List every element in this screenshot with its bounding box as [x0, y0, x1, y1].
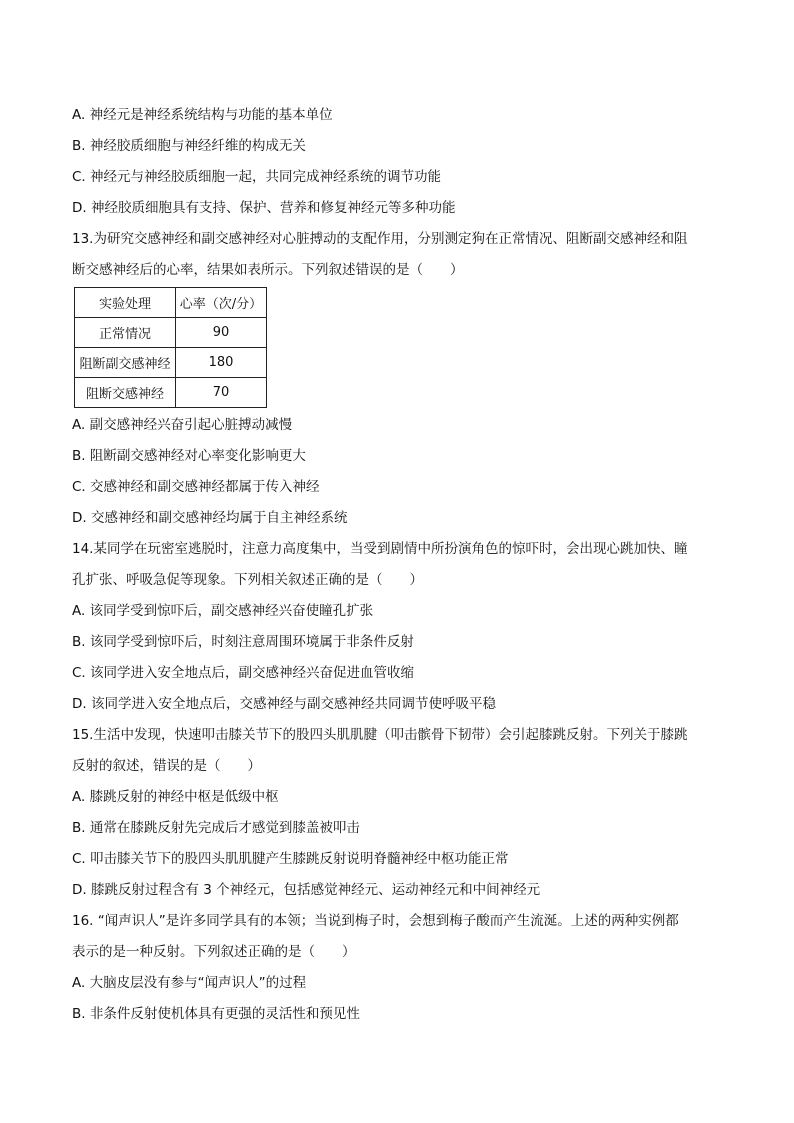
q12-option-a: A. 神经元是神经系统结构与功能的基本单位 — [72, 107, 333, 123]
q13-stem-line-1: 13.为研究交感神经和副交感神经对心脏搏动的支配作用，分别测定狗在正常情况、阻断副交感神经和阻 — [72, 231, 688, 247]
q14-option-a: A. 该同学受到惊吓后，副交感神经兴奋使瞳孔扩张 — [72, 603, 374, 619]
q12-option-b: B. 神经胶质细胞与神经纤维的构成无关 — [72, 138, 306, 154]
q13-option-c: C. 交感神经和副交感神经都属于传入神经 — [72, 479, 320, 495]
table-cell-heart-rate: 180 — [176, 348, 267, 378]
q16-stem-line-2: 表示的是一种反射。下列叙述正确的是（ ） — [72, 944, 356, 960]
q15-option-c: C. 叩击膝关节下的股四头肌肌腱产生膝跳反射说明脊髓神经中枢功能正常 — [72, 851, 509, 867]
q14-stem-line-1: 14.某同学在玩密室逃脱时，注意力高度集中，当受到剧情中所扮演角色的惊吓时，会出现心跳加快、瞳 — [72, 541, 688, 557]
q14-option-b: B. 该同学受到惊吓后，时刻注意周围环境属于非条件反射 — [72, 634, 414, 650]
q13-heart-rate-table — [74, 287, 267, 408]
table-header-heart-rate: 心率（次/分） — [176, 288, 267, 318]
q15-option-b: B. 通常在膝跳反射先完成后才感觉到膝盖被叩击 — [72, 820, 360, 836]
table-cell-treatment: 阻断副交感神经 — [75, 348, 176, 378]
q14-option-d: D. 该同学进入安全地点后，交感神经与副交感神经共同调节使呼吸平稳 — [72, 696, 496, 712]
q15-stem-line-1: 15.生活中发现，快速叩击膝关节下的股四头肌肌腱（叩击髌骨下韧带）会引起膝跳反射。下列关于膝跳 — [72, 727, 688, 743]
table-cell-treatment: 阻断交感神经 — [75, 378, 176, 408]
table-row — [75, 378, 267, 408]
q15-option-d: D. 膝跳反射过程含有 3 个神经元，包括感觉神经元、运动神经元和中间神经元 — [72, 882, 541, 898]
q16-stem-line-1: 16. “闻声识人”是许多同学具有的本领；当说到梅子时，会想到梅子酸而产生流涎。上述的两种实例都 — [72, 913, 679, 929]
q16-option-a: A. 大脑皮层没有参与“闻声识人”的过程 — [72, 975, 307, 991]
q12-option-d: D. 神经胶质细胞具有支持、保护、营养和修复神经元等多种功能 — [72, 200, 456, 216]
q13-stem-line-2: 断交感神经后的心率，结果如表所示。下列叙述错误的是（ ） — [72, 262, 464, 278]
table-cell-heart-rate: 70 — [176, 378, 267, 408]
table-cell-heart-rate: 90 — [176, 318, 267, 348]
q14-stem-line-2: 孔扩张、呼吸急促等现象。下列相关叙述正确的是（ ） — [72, 572, 423, 588]
q13-option-a: A. 副交感神经兴奋引起心脏搏动减慢 — [72, 417, 293, 433]
page-content — [72, 100, 722, 1030]
q15-stem-line-2: 反射的叙述，错误的是（ ） — [72, 758, 261, 774]
table-row — [75, 318, 267, 348]
q13-option-d: D. 交感神经和副交感神经均属于自主神经系统 — [72, 510, 348, 526]
q15-option-a: A. 膝跳反射的神经中枢是低级中枢 — [72, 789, 279, 805]
q12-option-c: C. 神经元与神经胶质细胞一起，共同完成神经系统的调节功能 — [72, 169, 442, 185]
q16-option-b: B. 非条件反射使机体具有更强的灵活性和预见性 — [72, 1006, 360, 1022]
table-cell-treatment: 正常情况 — [75, 318, 176, 348]
table-row — [75, 348, 267, 378]
q13-option-b: B. 阻断副交感神经对心率变化影响更大 — [72, 448, 306, 464]
table-header-treatment: 实验处理 — [75, 288, 176, 318]
q14-option-c: C. 该同学进入安全地点后，副交感神经兴奋促进血管收缩 — [72, 665, 415, 681]
table-header-row — [75, 288, 267, 318]
